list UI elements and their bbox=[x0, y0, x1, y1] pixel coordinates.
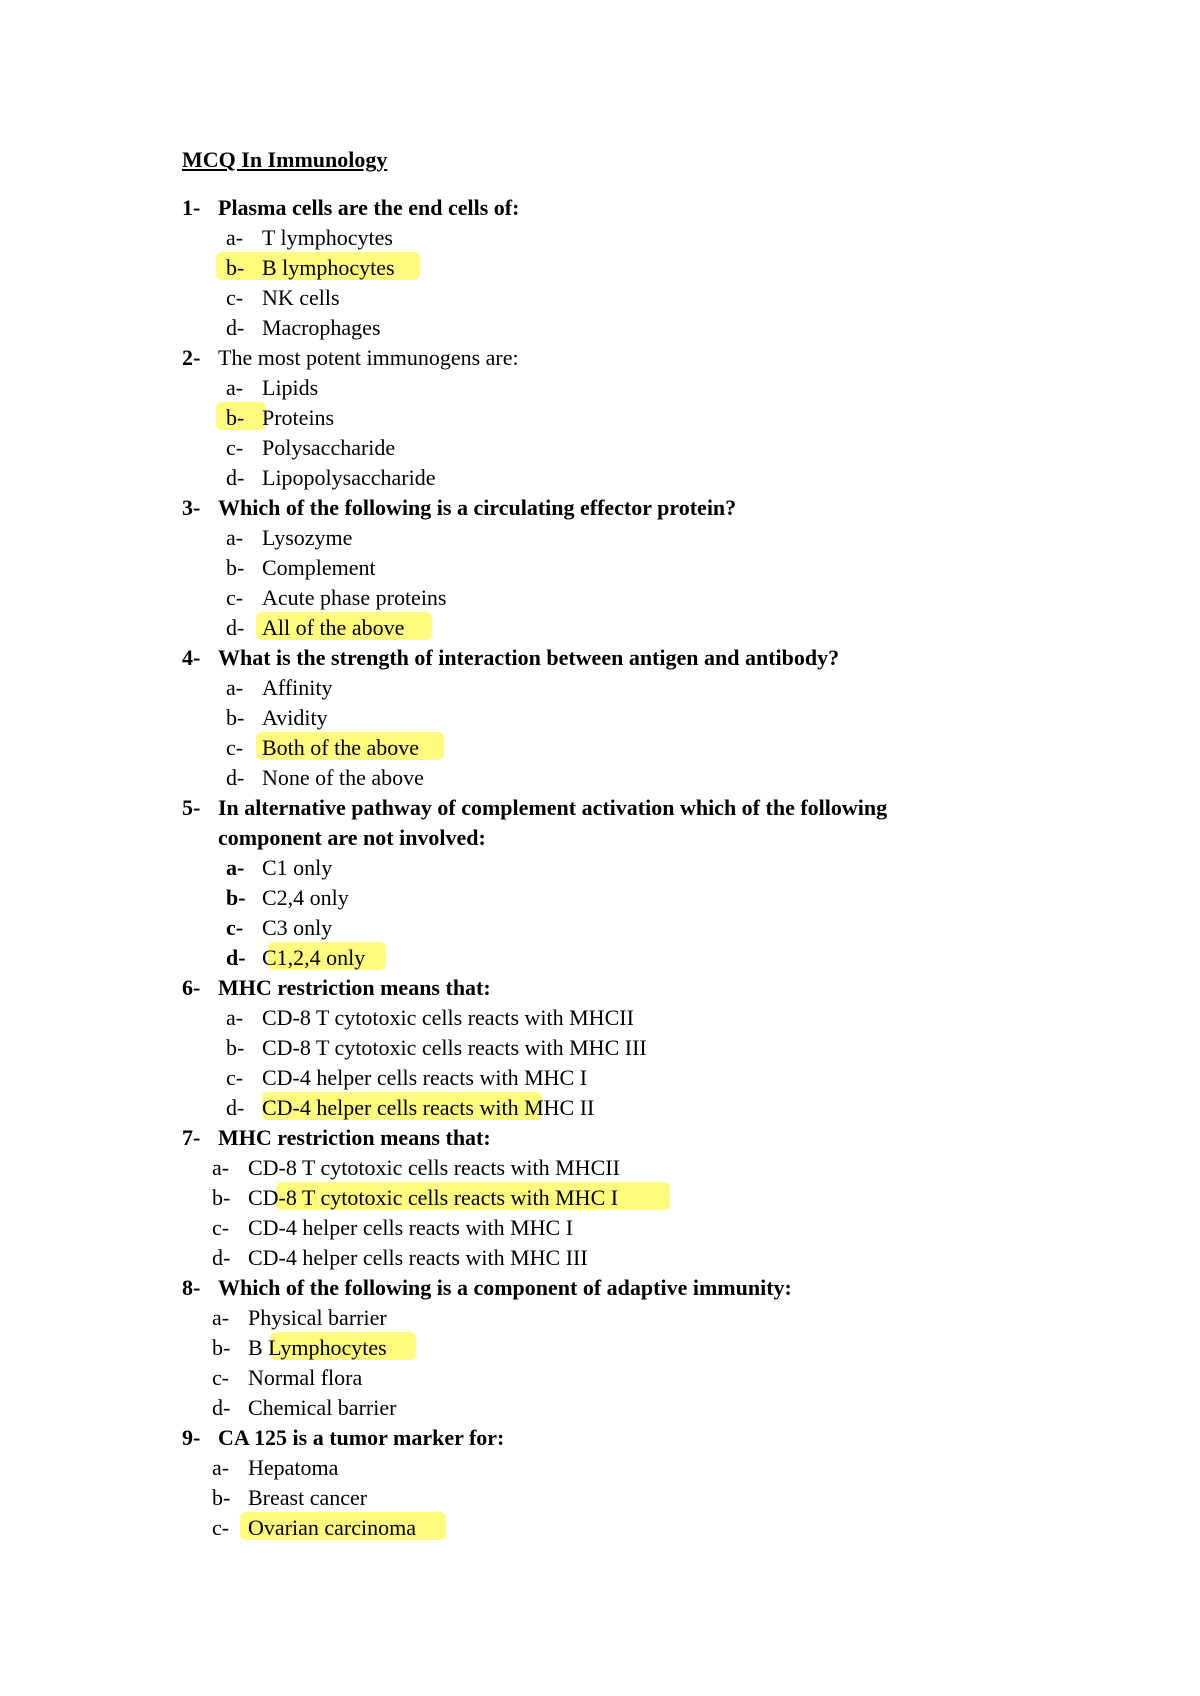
option bbox=[226, 1033, 647, 1063]
option-text: CD-8 T cytotoxic cells reacts with MHCII bbox=[248, 1155, 620, 1180]
option bbox=[226, 553, 376, 583]
option bbox=[226, 283, 340, 313]
option bbox=[226, 703, 328, 733]
option-letter: a- bbox=[226, 675, 244, 700]
question-text: In alternative pathway of complement activation which of the following bbox=[218, 795, 888, 820]
option-text: None of the above bbox=[262, 765, 424, 790]
option-letter: d- bbox=[226, 615, 245, 640]
option-letter: c- bbox=[212, 1515, 230, 1540]
option-letter: c- bbox=[226, 915, 244, 940]
question-7 bbox=[182, 1123, 491, 1153]
option-text: C3 only bbox=[262, 915, 333, 940]
option-letter: c- bbox=[212, 1365, 230, 1390]
option-text: Chemical barrier bbox=[248, 1395, 397, 1420]
option-text: CD-8 T cytotoxic cells reacts with MHC III bbox=[262, 1035, 647, 1060]
question-text: MHC restriction means that: bbox=[218, 975, 491, 1000]
option-letter: a- bbox=[226, 1005, 244, 1030]
option bbox=[226, 313, 381, 343]
option bbox=[226, 733, 419, 763]
option bbox=[226, 1063, 587, 1093]
option-letter: b- bbox=[226, 885, 246, 910]
question-number: 9- bbox=[182, 1425, 201, 1450]
option-letter: c- bbox=[226, 285, 244, 310]
option-letter: c- bbox=[226, 735, 244, 760]
option-text: All of the above bbox=[262, 615, 405, 640]
option-letter: c- bbox=[226, 585, 244, 610]
option-text: Both of the above bbox=[262, 735, 420, 760]
option-letter: c- bbox=[212, 1215, 230, 1240]
option bbox=[226, 403, 334, 433]
option-text: Hepatoma bbox=[248, 1455, 339, 1480]
option-letter: a- bbox=[226, 225, 244, 250]
option bbox=[212, 1453, 338, 1483]
option-text: C1 only bbox=[262, 855, 333, 880]
question-5 bbox=[182, 793, 887, 823]
question-4 bbox=[182, 643, 839, 673]
option-letter: b- bbox=[226, 255, 245, 280]
option-text: CD-4 helper cells reacts with MHC III bbox=[248, 1245, 588, 1270]
question-6 bbox=[182, 973, 491, 1003]
question-text: MHC restriction means that: bbox=[218, 1125, 491, 1150]
question-text: The most potent immunogens are: bbox=[218, 345, 519, 370]
option bbox=[226, 523, 352, 553]
option-text: Acute phase proteins bbox=[262, 585, 447, 610]
option-text: Avidity bbox=[262, 705, 328, 730]
option bbox=[212, 1363, 362, 1393]
question-2 bbox=[182, 343, 519, 373]
option bbox=[226, 673, 332, 703]
option-letter: b- bbox=[212, 1485, 231, 1510]
option-letter: b- bbox=[212, 1335, 231, 1360]
option-text: CD-8 T cytotoxic cells reacts with MHCII bbox=[262, 1005, 634, 1030]
option-text: Affinity bbox=[262, 675, 333, 700]
option-text: NK cells bbox=[262, 285, 340, 310]
option-letter: b- bbox=[226, 405, 245, 430]
option-text: Normal flora bbox=[248, 1365, 363, 1390]
option bbox=[226, 583, 447, 613]
option-text: Polysaccharide bbox=[262, 435, 396, 460]
question-number: 2- bbox=[182, 345, 201, 370]
option-letter: c- bbox=[226, 435, 244, 460]
option bbox=[212, 1183, 618, 1213]
option bbox=[226, 883, 349, 913]
question-8 bbox=[182, 1273, 792, 1303]
question-text: What is the strength of interaction between antigen and antibody? bbox=[218, 645, 840, 670]
option-letter: a- bbox=[212, 1155, 230, 1180]
option bbox=[226, 373, 318, 403]
question-3 bbox=[182, 493, 736, 523]
question-number: 7- bbox=[182, 1125, 201, 1150]
option-text: Physical barrier bbox=[248, 1305, 387, 1330]
question-9 bbox=[182, 1423, 504, 1453]
option-text: B Lymphocytes bbox=[248, 1335, 387, 1360]
option bbox=[212, 1153, 620, 1183]
option bbox=[226, 223, 393, 253]
question-text: Which of the following is a circulating effector protein? bbox=[218, 495, 737, 520]
option bbox=[226, 613, 404, 643]
option-letter: b- bbox=[226, 555, 245, 580]
question-text: Plasma cells are the end cells of: bbox=[218, 195, 520, 220]
option-letter: d- bbox=[226, 315, 245, 340]
option-letter: a- bbox=[226, 855, 245, 880]
option-text: Ovarian carcinoma bbox=[248, 1515, 416, 1540]
option-text: CD-8 T cytotoxic cells reacts with MHC I bbox=[248, 1185, 619, 1210]
option bbox=[212, 1333, 387, 1363]
option bbox=[226, 253, 395, 283]
option-text: Breast cancer bbox=[248, 1485, 368, 1510]
option bbox=[226, 463, 436, 493]
question-number: 3- bbox=[182, 495, 201, 520]
option-letter: d- bbox=[226, 945, 246, 970]
question-1 bbox=[182, 193, 519, 223]
question-number: 8- bbox=[182, 1275, 201, 1300]
question-number: 1- bbox=[182, 195, 201, 220]
option bbox=[226, 943, 365, 973]
option bbox=[226, 433, 395, 463]
option-letter: a- bbox=[212, 1305, 230, 1330]
option bbox=[212, 1483, 367, 1513]
question-text-continued: component are not involved: bbox=[218, 825, 486, 850]
option-letter: d- bbox=[226, 1095, 245, 1120]
option-text: Complement bbox=[262, 555, 376, 580]
option-text: CD-4 helper cells reacts with MHC I bbox=[262, 1065, 588, 1090]
option bbox=[212, 1243, 588, 1273]
option-letter: b- bbox=[226, 705, 245, 730]
option-text: Lipopolysaccharide bbox=[262, 465, 436, 490]
option-letter: d- bbox=[226, 465, 245, 490]
option-text: Lysozyme bbox=[262, 525, 353, 550]
option bbox=[226, 1003, 634, 1033]
option bbox=[226, 853, 332, 883]
option bbox=[226, 913, 332, 943]
option-letter: a- bbox=[226, 375, 244, 400]
option bbox=[226, 1093, 594, 1123]
option-text: C2,4 only bbox=[262, 885, 349, 910]
option-letter: b- bbox=[212, 1185, 231, 1210]
option-text: Macrophages bbox=[262, 315, 381, 340]
option bbox=[226, 763, 424, 793]
question-number: 5- bbox=[182, 795, 201, 820]
option-text: B lymphocytes bbox=[262, 255, 395, 280]
question-number: 4- bbox=[182, 645, 201, 670]
option-text: CD-4 helper cells reacts with MHC I bbox=[248, 1215, 574, 1240]
option-letter: d- bbox=[212, 1245, 231, 1270]
document-title: MCQ In Immunology bbox=[182, 147, 388, 172]
option-text: T lymphocytes bbox=[262, 225, 393, 250]
option-letter: a- bbox=[226, 525, 244, 550]
option-letter: d- bbox=[212, 1395, 231, 1420]
option-letter: a- bbox=[212, 1455, 230, 1480]
question-number: 6- bbox=[182, 975, 201, 1000]
option bbox=[212, 1303, 387, 1333]
option-text: Proteins bbox=[262, 405, 335, 430]
question-text: CA 125 is a tumor marker for: bbox=[218, 1425, 505, 1450]
option bbox=[212, 1393, 396, 1423]
question-text: Which of the following is a component of adaptive immunity: bbox=[218, 1275, 792, 1300]
option bbox=[212, 1513, 416, 1543]
option-letter: b- bbox=[226, 1035, 245, 1060]
option-letter: c- bbox=[226, 1065, 244, 1090]
option-text: Lipids bbox=[262, 375, 319, 400]
option bbox=[212, 1213, 573, 1243]
option-letter: d- bbox=[226, 765, 245, 790]
option-text: CD-4 helper cells reacts with MHC II bbox=[262, 1095, 595, 1120]
option-text: C1,2,4 only bbox=[262, 945, 366, 970]
